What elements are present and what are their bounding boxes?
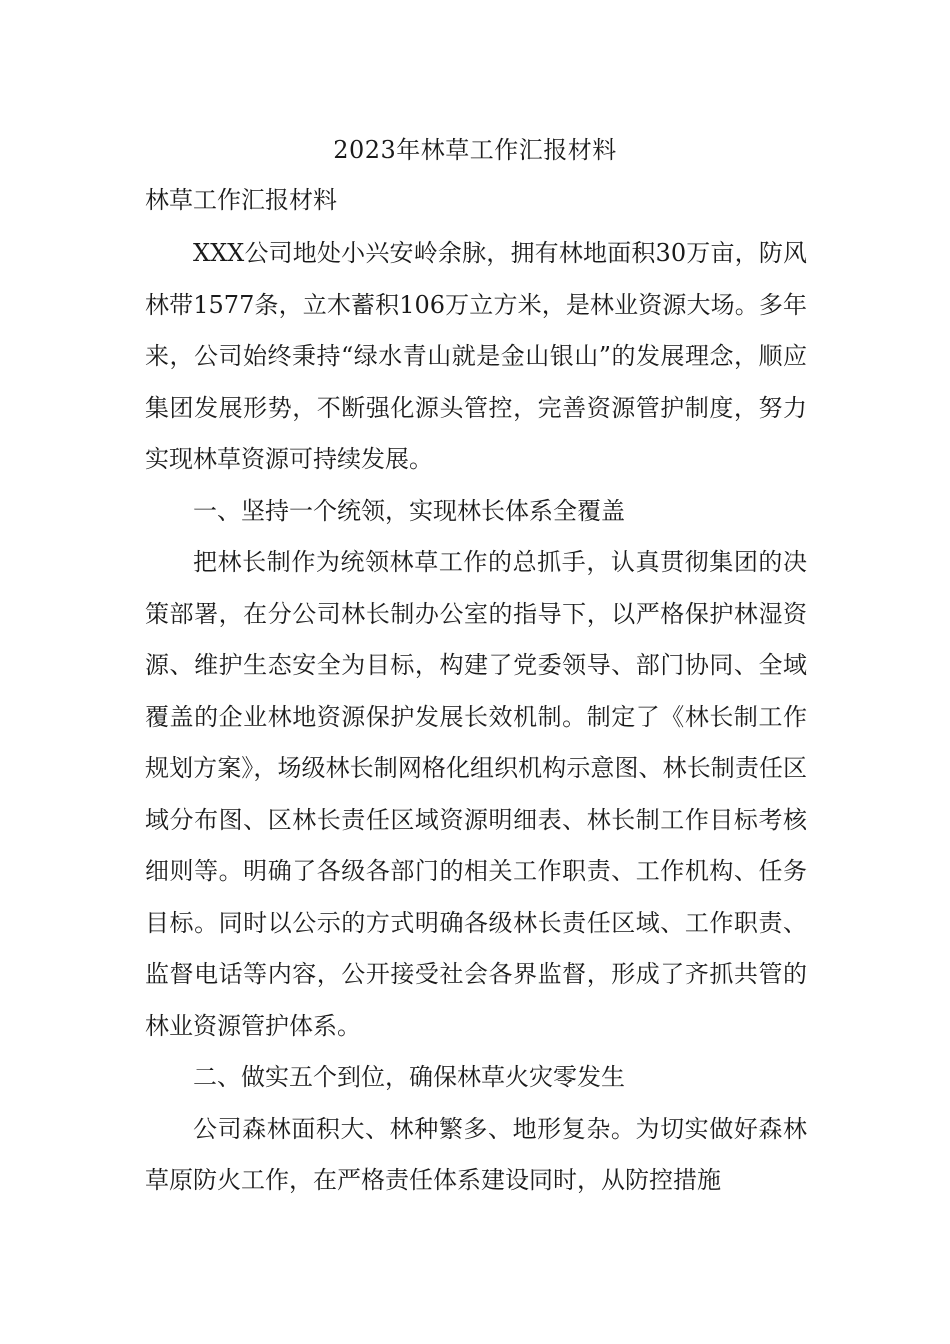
paragraph-intro: XXX公司地处小兴安岭余脉，拥有林地面积30万亩，防风林带1577条，立木蓄积106万立方米，是林业资源大场。多年来，公司始终秉持“绿水青山就是金山银山”的发展理念，顺应集团发展形势，不断强化源头管控，完善资源管护制度，努力实现林草资源可持续发展。 — [145, 239, 807, 473]
paragraph-section-2: 公司森林面积大、林种繁多、地形复杂。为切实做好森林草原防火工作，在严格责任体系建设同时，从防控措施 — [145, 1114, 807, 1194]
document-subtitle: 林草工作汇报材料 — [145, 186, 337, 214]
section-heading-2: 二、做实五个到位，确保林草火灾零发生 — [193, 1063, 625, 1091]
paragraph-section-1: 把林长制作为统领林草工作的总抓手，认真贯彻集团的决策部署，在分公司林长制办公室的指导下，以严格保护林湿资源、维护生态安全为目标，构建了党委领导、部门协同、全域覆盖的企业林地资源保护发展长效机制。制定了《林长制工作规划方案》，场级林长制网格化组织机构示意图、林长制责任区域分布图、区林长责任区域资源明细表、林长制工作目标考核细则等。明确了各级各部门的相关工作职责、工作机构、任务目标。同时以公示的方式明确各级林长责任区域、工作职责、监督电话等内容，公开接受社会各界监督，形成了齐抓共管的林业资源管护体系。 — [145, 548, 807, 1040]
document-body — [145, 228, 807, 1207]
section-heading-1: 一、坚持一个统领，实现林长体系全覆盖 — [193, 496, 625, 525]
document-title: 2023年林草工作汇报材料 — [333, 136, 617, 164]
